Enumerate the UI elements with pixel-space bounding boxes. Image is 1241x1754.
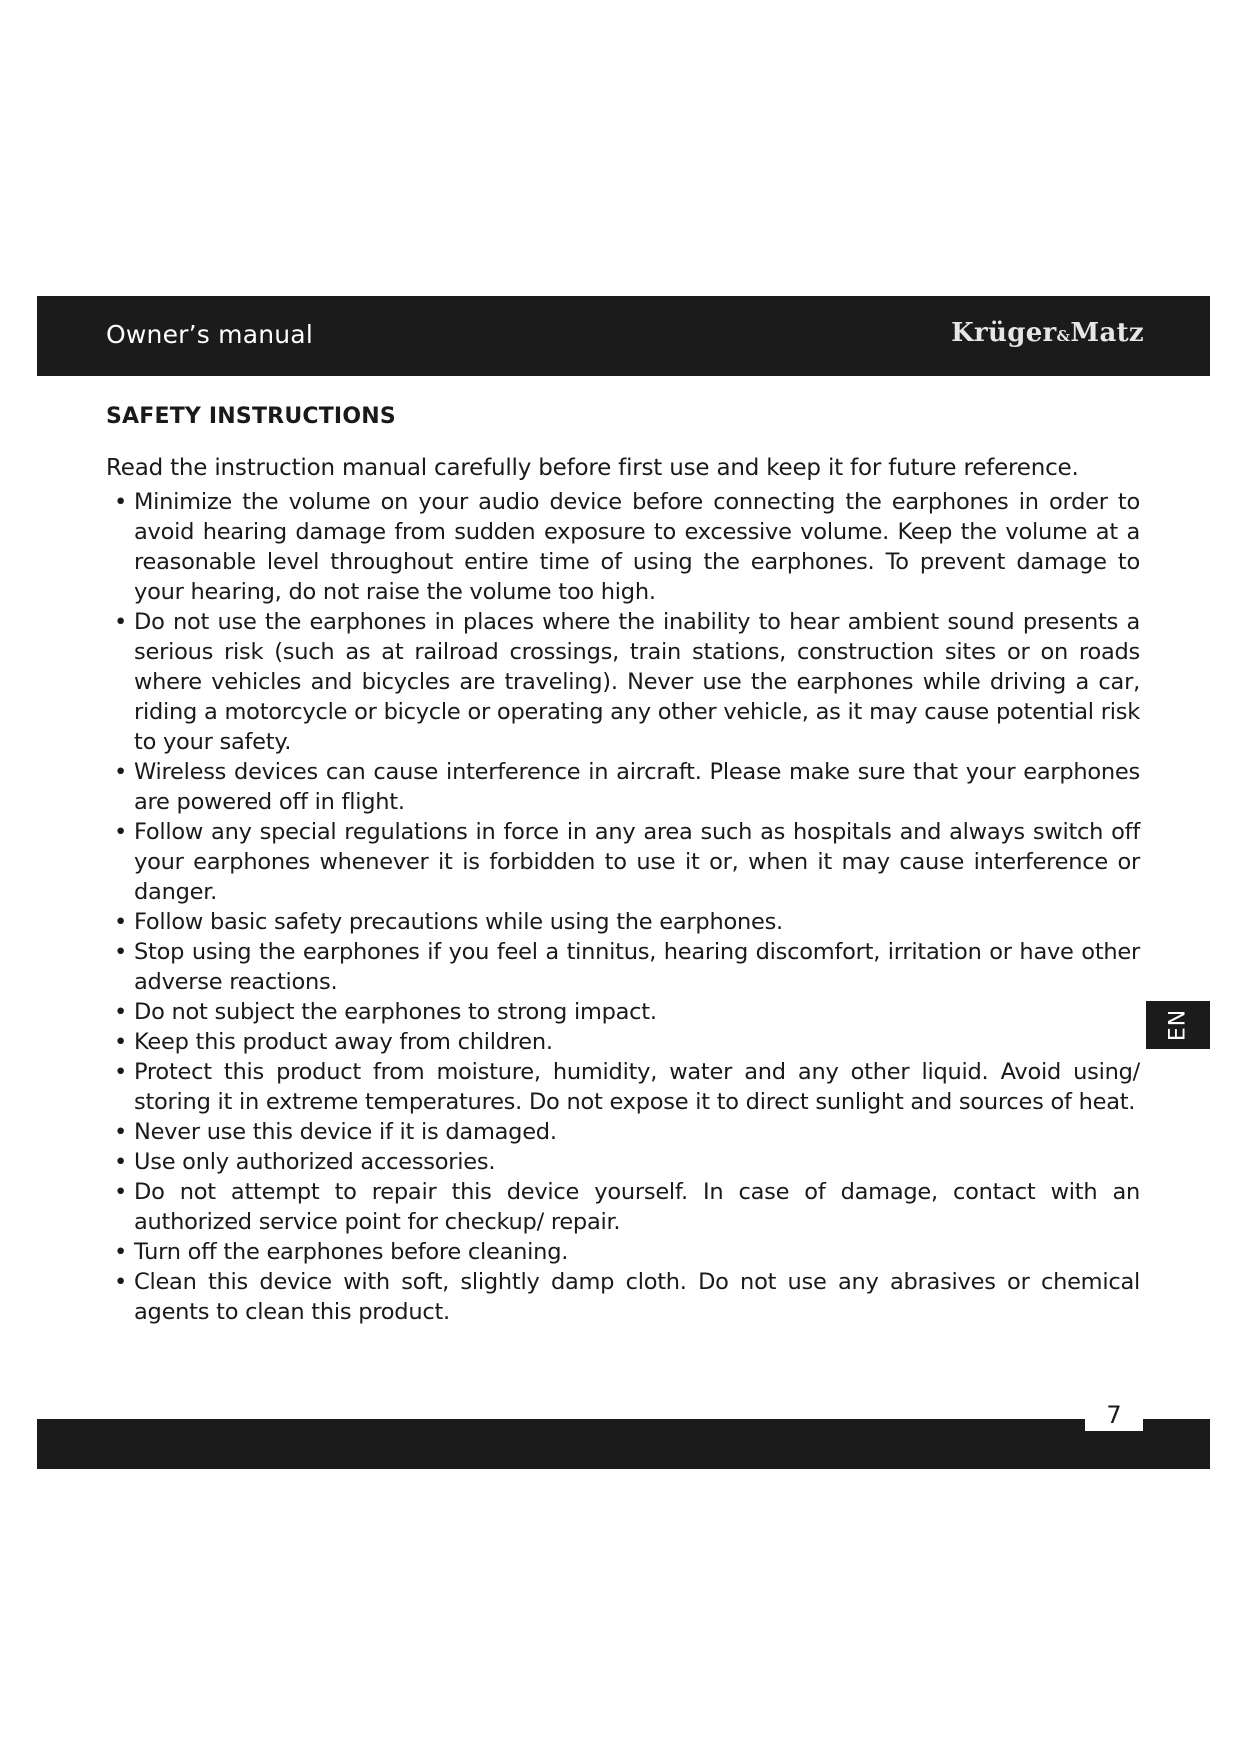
page-number-box bbox=[1085, 1400, 1143, 1431]
language-tab bbox=[1146, 1001, 1210, 1049]
list-item: • Do not use the earphones in places where the inability to hear ambient sound presents a serious risk (such as at railroad crossings, train stations, construction sites or on roads where vehicles and bicycles are traveling). Never use the earphones while driving a car, riding a motorcycle or bicycle or operating any other vehicle, as it may cause potential risk to your safety. bbox=[106, 607, 1140, 757]
main-content bbox=[106, 404, 1140, 1327]
footer-bar bbox=[37, 1419, 1210, 1469]
brand-logo bbox=[951, 318, 1144, 348]
intro-paragraph: Read the instruction manual carefully before first use and keep it for future reference. bbox=[106, 455, 1079, 481]
language-label: EN bbox=[1165, 1008, 1191, 1042]
list-item: • Never use this device if it is damaged. bbox=[106, 1117, 1140, 1147]
safety-instructions-list bbox=[106, 487, 1140, 1327]
brand-ampersand: & bbox=[1056, 327, 1071, 345]
list-item: • Wireless devices can cause interference in aircraft. Please make sure that your earphones are powered off in flight. bbox=[106, 757, 1140, 817]
list-item: • Do not attempt to repair this device yourself. In case of damage, contact with an authorized service point for checkup/ repair. bbox=[106, 1177, 1140, 1237]
list-item: • Follow basic safety precautions while using the earphones. bbox=[106, 907, 1140, 937]
list-item: • Clean this device with soft, slightly damp cloth. Do not use any abrasives or chemical agents to clean this product. bbox=[106, 1267, 1140, 1327]
list-item: • Stop using the earphones if you feel a tinnitus, hearing discomfort, irritation or have other adverse reactions. bbox=[106, 937, 1140, 997]
brand-name-part-2: Matz bbox=[1070, 318, 1144, 348]
header-bar bbox=[37, 296, 1210, 376]
list-item: • Use only authorized accessories. bbox=[106, 1147, 1140, 1177]
list-item: • Minimize the volume on your audio device before connecting the earphones in order to avoid hearing damage from sudden exposure to excessive volume. Keep the volume at a reasonable level throughout entire time of using the earphones. To prevent damage to your hearing, do not raise the volume too high. bbox=[106, 487, 1140, 607]
list-item: • Protect this product from moisture, humidity, water and any other liquid. Avoid using/ storing it in extreme temperatures. Do not expose it to direct sunlight and sources of heat. bbox=[106, 1057, 1140, 1117]
list-item: • Do not subject the earphones to strong impact. bbox=[106, 997, 1140, 1027]
list-item: • Turn off the earphones before cleaning. bbox=[106, 1237, 1140, 1267]
brand-name-part-1: Krüger bbox=[951, 318, 1057, 348]
page-number: 7 bbox=[1106, 1401, 1122, 1429]
document-title: Owner’s manual bbox=[106, 320, 313, 349]
section-heading: SAFETY INSTRUCTIONS bbox=[106, 404, 396, 429]
list-item: • Keep this product away from children. bbox=[106, 1027, 1140, 1057]
list-item: • Follow any special regulations in force in any area such as hospitals and always switch off your earphones whenever it is forbidden to use it or, when it may cause interference or danger. bbox=[106, 817, 1140, 907]
